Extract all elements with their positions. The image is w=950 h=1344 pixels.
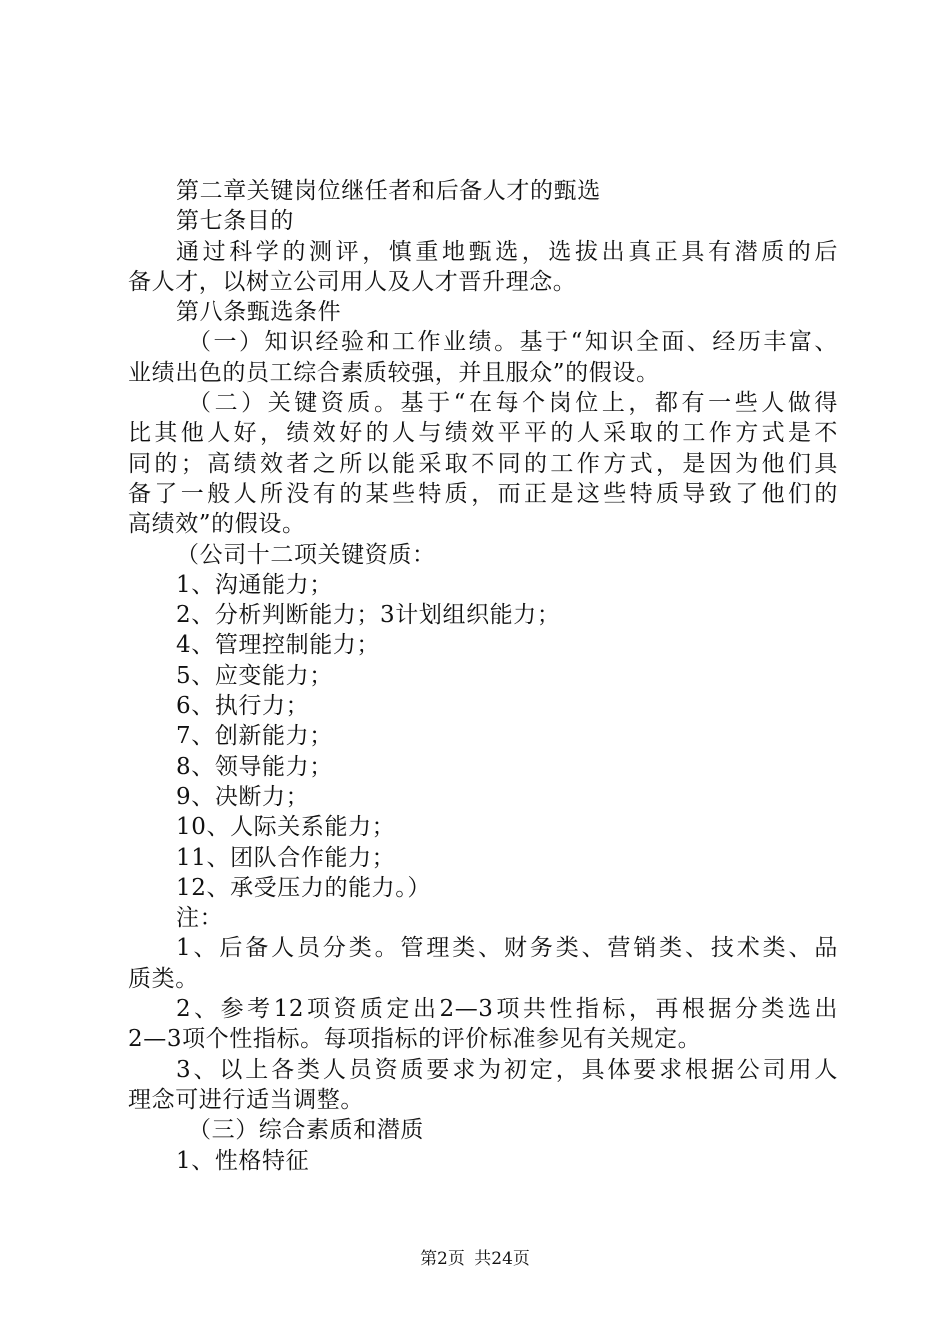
text-line: 3、以上各类人员资质要求为初定，具体要求根据公司用人 xyxy=(176,1056,838,1083)
text-line: 备了一般人所没有的某些特质，而正是这些特质导致了他们的 xyxy=(128,480,838,507)
text-line: 第八条甄选条件 xyxy=(176,299,342,326)
text-line: 9、决断力； xyxy=(176,783,310,810)
text-line: （三）综合素质和潜质 xyxy=(188,1117,424,1144)
text-line: 2、参考12项资质定出2—3项共性指标，再根据分类选出 xyxy=(176,996,838,1023)
text-line: 第七条目的 xyxy=(176,208,294,235)
text-line: 同的；高绩效者之所以能采取不同的工作方式，是因为他们具 xyxy=(128,450,838,477)
text-line: 注： xyxy=(176,905,224,932)
page-total: 共24页 xyxy=(474,1249,530,1269)
page-footer xyxy=(0,1244,950,1269)
text-line: 12、承受压力的能力。） xyxy=(176,874,431,901)
text-line: 5、应变能力； xyxy=(176,662,333,689)
text-line: （二）关键资质。基于“在每个岗位上，都有一些人做得 xyxy=(188,390,838,417)
text-line: 第二章关键岗位继任者和后备人才的甄选 xyxy=(176,178,601,204)
text-line: 1、后备人员分类。管理类、财务类、营销类、技术类、品 xyxy=(176,935,838,962)
text-line: （一）知识经验和工作业绩。基于“知识全面、经历丰富、 xyxy=(188,329,838,356)
text-line: 11、团队合作能力； xyxy=(176,844,396,871)
text-line: 备人才，以树立公司用人及人才晋升理念。 xyxy=(128,268,577,295)
page-number: 第2页 xyxy=(420,1249,465,1269)
text-line: （公司十二项关键资质： xyxy=(176,541,436,568)
text-line: 业绩出色的员工综合素质较强，并且服众”的假设。 xyxy=(128,359,660,386)
text-line: 比其他人好，绩效好的人与绩效平平的人采取的工作方式是不 xyxy=(128,420,838,447)
text-line: 7、创新能力； xyxy=(176,723,333,750)
text-line: 10、人际关系能力； xyxy=(176,814,396,841)
text-line: 理念可进行适当调整。 xyxy=(128,1086,364,1113)
text-line: 质类。 xyxy=(128,965,199,992)
text-line: 2、分析判断能力；3计划组织能力； xyxy=(176,602,561,629)
text-line: 6、执行力； xyxy=(176,693,310,720)
text-line: 2—3项个性指标。每项指标的评价标准参见有关规定。 xyxy=(128,1026,702,1053)
document-body xyxy=(128,176,838,1176)
text-line: 通过科学的测评，慎重地甄选，选拔出真正具有潜质的后 xyxy=(176,238,838,265)
text-line: 1、沟通能力； xyxy=(176,571,333,598)
text-line: 1、性格特征 xyxy=(176,1147,310,1174)
text-line: 4、管理控制能力； xyxy=(176,632,381,659)
text-line: 8、领导能力； xyxy=(176,753,333,780)
text-line: 高绩效”的假设。 xyxy=(128,511,306,538)
